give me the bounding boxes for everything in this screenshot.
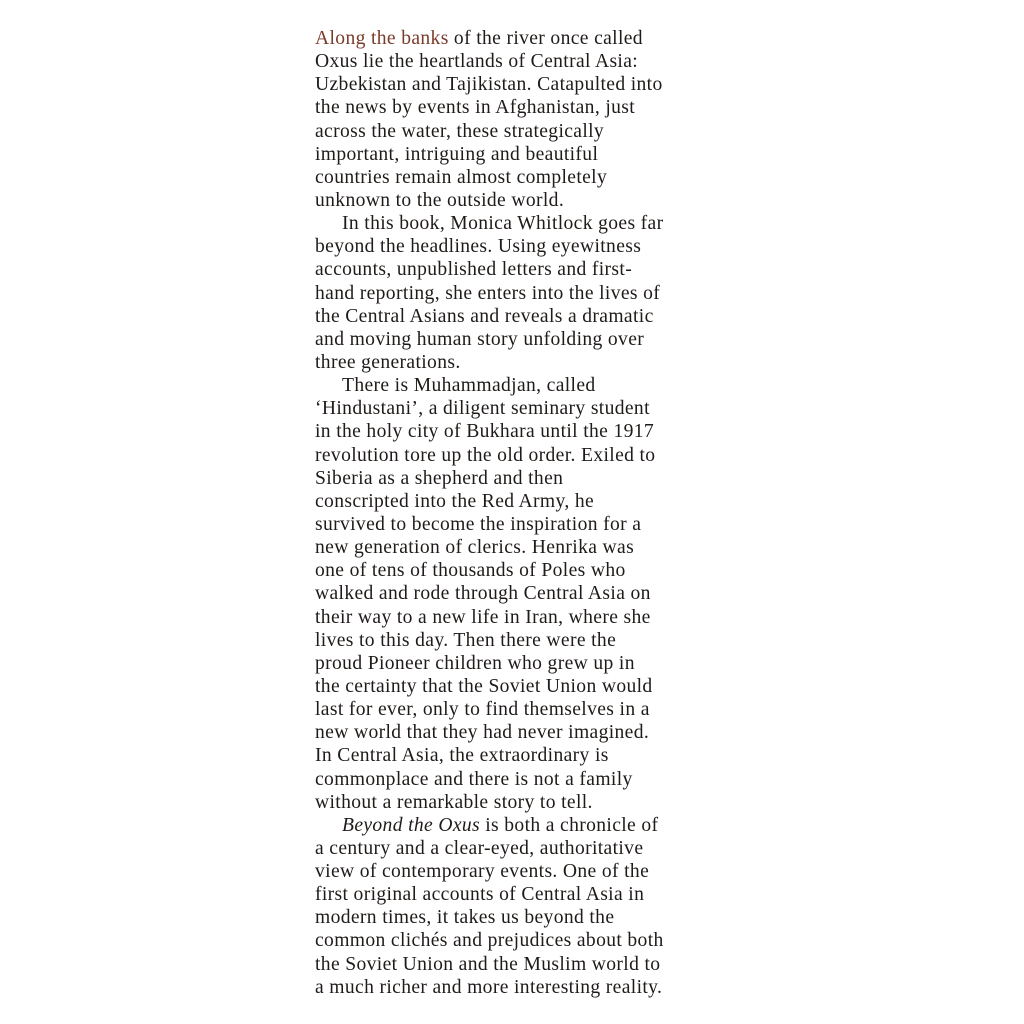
text-line — [315, 27, 715, 50]
text-line: a much richer and more interesting reality. — [315, 976, 663, 998]
text-line: modern times, it takes us beyond the — [315, 907, 615, 929]
text-line: last for ever, only to find themselves in a — [315, 699, 650, 721]
text-line: view of contemporary events. One of the — [315, 861, 650, 883]
text-line: accounts, unpublished letters and first- — [315, 259, 633, 281]
blurb-text-column — [315, 27, 715, 999]
text-line: and moving human story unfolding over — [315, 328, 645, 350]
text-line: walked and rode through Central Asia on — [315, 583, 651, 605]
text-line: hand reporting, she enters into the lives of — [315, 282, 661, 304]
text-line: the certainty that the Soviet Union would — [315, 675, 653, 697]
text-line: Uzbekistan and Tajikistan. Catapulted into — [315, 74, 663, 96]
text-line — [315, 814, 715, 837]
paragraph-author — [315, 212, 715, 374]
text-line: across the water, these strategically — [315, 120, 605, 142]
text-line: their way to a new life in Iran, where she — [315, 606, 651, 628]
book-title: Beyond the Oxus — [342, 814, 481, 836]
text-line: three generations. — [315, 351, 461, 373]
text-line: unknown to the outside world. — [315, 189, 565, 211]
text-line: without a remarkable story to tell. — [315, 791, 593, 813]
text-line: ‘Hindustani’, a diligent seminary student — [315, 398, 650, 420]
text-line: in the holy city of Bukhara until the 1917 — [315, 421, 655, 443]
text-line: Oxus lie the heartlands of Central Asia: — [315, 51, 639, 73]
text-line: revolution tore up the old order. Exiled to — [315, 444, 656, 466]
text-line: new generation of clerics. Henrika was — [315, 537, 635, 559]
text-line: countries remain almost completely — [315, 166, 608, 188]
text-line: beyond the headlines. Using eyewitness — [315, 236, 642, 258]
text-line-rest: is both a chronicle of — [480, 814, 659, 836]
paragraph-summary — [315, 814, 715, 999]
paragraph-characters — [315, 374, 715, 814]
text-line: the Soviet Union and the Muslim world to — [315, 953, 661, 975]
text-line: lives to this day. Then there were the — [315, 629, 617, 651]
paragraph-intro — [315, 27, 715, 212]
text-line: the Central Asians and reveals a dramatic — [315, 305, 654, 327]
text-line: Siberia as a shepherd and then — [315, 467, 564, 489]
text-line: the news by events in Afghanistan, just — [315, 97, 636, 119]
text-line: In Central Asia, the extraordinary is — [315, 745, 609, 767]
text-line: important, intriguing and beautiful — [315, 143, 599, 165]
text-line: new world that they had never imagined. — [315, 722, 650, 744]
text-line-rest: of the river once called — [448, 28, 643, 49]
text-line: conscripted into the Red Army, he — [315, 490, 595, 512]
text-line: a century and a clear-eyed, authoritative — [315, 837, 644, 859]
text-line: There is Muhammadjan, called — [342, 375, 596, 397]
text-line: common clichés and prejudices about both — [315, 930, 664, 952]
text-line: survived to become the inspiration for a — [315, 513, 642, 535]
text-line: proud Pioneer children who grew up in — [315, 652, 635, 674]
text-line: one of tens of thousands of Poles who — [315, 560, 626, 582]
text-line: commonplace and there is not a family — [315, 768, 633, 790]
text-line: In this book, Monica Whitlock goes far — [342, 213, 664, 235]
opening-phrase: Along the banks — [315, 28, 449, 49]
text-line: first original accounts of Central Asia in — [315, 884, 645, 906]
